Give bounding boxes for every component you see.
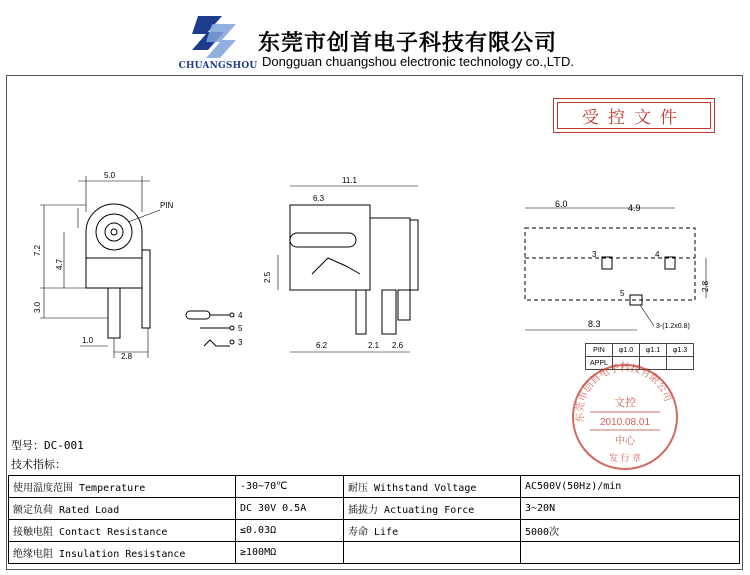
spec-cell [344,542,521,564]
spec-cell: 使用温度范围 Temperature [9,476,236,498]
dim-side-top: 6.3 [313,194,325,203]
spec-cell: 插拔力 Actuating Force [344,498,521,520]
pin-label: PIN [160,201,174,210]
dim-front-bottom-left: 1.0 [82,336,94,345]
bottom-pin5: 5 [620,289,625,298]
spec-cell: 绝缘电阻 Insulation Resistance [9,542,236,564]
bottom-view [525,228,695,300]
dim-bottom-height: 2.8 [701,280,710,292]
dim-bottom-length: 8.3 [588,319,601,329]
pin-table-cell: φ1.0 [613,344,640,357]
bottom-view-pins [525,208,706,330]
pin-table-cell: φ1.3 [667,344,694,357]
logo-wordmark: CHUANGSHOU [178,61,258,71]
model-number: 型号：DC-001 [11,439,84,452]
spec-cell: ≤0.03Ω [236,520,344,542]
spec-cell: DC 30V 0.5A [236,498,344,520]
seal-top: 文控 [614,397,636,409]
svg-text:东莞市创首电子科技有限公司 [573,362,675,423]
bottom-pin3: 3 [592,250,597,259]
seal-bottom: 发 行 章 [608,453,642,463]
dim-side-height: 2.5 [263,271,272,283]
dim-side-c: 2.6 [392,341,404,350]
seal-center: 中心 [615,436,635,447]
company-name-cn: 东莞市创首电子科技有限公司 [258,30,558,56]
pin-table-row-label: APPL [586,357,613,370]
table-row [9,476,740,498]
schematic-pin5: 5 [238,324,243,333]
schematic-pin4: 4 [238,311,243,320]
dim-front-left: 7.2 [33,244,42,256]
stamp-label: 受控文件 [557,102,711,129]
spec-table [8,475,740,564]
seal-date: 2010.08.01 [599,417,651,428]
seal-ring-text: 东莞市创首电子科技有限公司 [574,362,674,423]
table-row [9,498,740,520]
bottom-pin4: 4 [655,250,660,259]
spec-cell: 耐压 Withstand Voltage [344,476,521,498]
schematic-pin3: 3 [238,338,243,347]
spec-cell: -30~70℃ [236,476,344,498]
table-row [9,542,740,564]
spec-cell: AC500V(50Hz)/min [521,476,740,498]
dim-bottom-left: 6.0 [555,199,568,209]
spec-cell: 接触电阻 Contact Resistance [9,520,236,542]
dim-front-bottom-right: 2.8 [121,352,133,361]
spec-cell: 寿命 Life [344,520,521,542]
side-view [278,186,418,352]
dim-front-pin: 3.0 [33,301,42,313]
spec-title: 技术指标： [11,458,66,471]
dim-side-b: 2.1 [368,341,380,350]
pin-table-header: PIN [586,344,613,357]
schematic-symbol [186,311,234,346]
dim-side-length: 11.1 [342,176,357,185]
company-name-en: Dongguan chuangshou electronic technology co.,LTD. [262,54,574,69]
spec-cell: ≥100MΩ [236,542,344,564]
spec-cell: 5000次 [521,520,740,542]
hole-note: 3-(1.2x0.8) [656,323,690,330]
table-row [9,520,740,542]
red-seal [570,362,680,472]
spec-cell [521,542,740,564]
dim-side-a: 6.2 [316,341,328,350]
dim-bottom-right: 4.9 [628,203,641,213]
spec-cell: 额定负荷 Rated Load [9,498,236,520]
dim-front-top: 5.0 [104,171,116,180]
spec-cell: 3~20N [521,498,740,520]
pin-table-cell: φ1.1 [640,344,667,357]
dim-front-mid: 4.7 [55,258,64,270]
